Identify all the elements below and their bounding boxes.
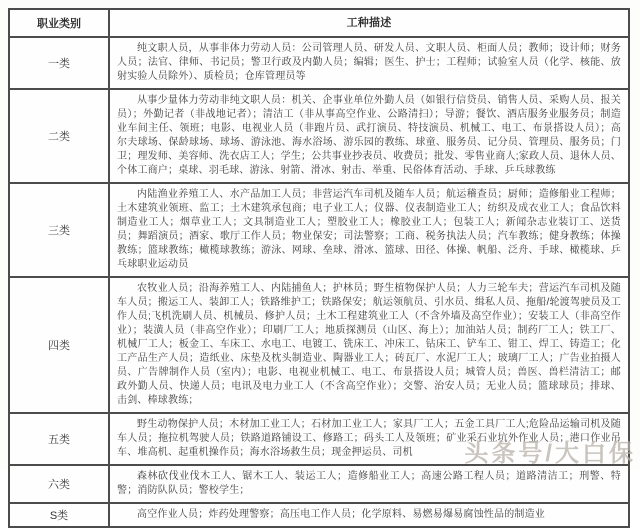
- category-label: 五类: [10, 414, 110, 464]
- header-category: 职业类别: [10, 10, 110, 36]
- description-text: 森林砍伐业伐木工人、锯木工人、装运工人；造修船业工人；高速公路工程人员；道路清洁工；刑警、特警；消防队队员；警校学生；: [117, 471, 621, 496]
- table-header-row: [10, 10, 628, 36]
- occupation-table: [8, 8, 630, 528]
- table-row-class4: [10, 276, 628, 412]
- description-text: 从事少量体力劳动非纯文职人员：机关、企事业单位外勤人员（如银行信贷员、销售人员、采购人员、报关员）；外勤记者（非战地记者）；清洁工（非从事高空作业、公路清扫）；导游；餐饮、酒店服务业服务员；制造业车间主任、领班；电影、电视业人员（非跑片员、武打演员、特技演员、机械工、电工、布景搭设人员）；高尔夫球场、保龄球场、球场、游泳池、海水浴场、游乐园的教练、球童、服务员、记分员、管理员、服务员；门卫；理发师、美容师、洗衣店工人；学生；公共事业抄表员、收费员；批发、零售业商人;家政人员、退休人员、个体工商户；桌球、羽毛球、游泳、射箭、滑冰、射击、举重、民俗体育活动、手球、乒乓球教练: [117, 95, 621, 176]
- description-text: 农牧业人员；沿海养殖工人、内陆捕鱼人；护林员；野生植物保护人员；人力三轮车夫；营运汽车司机及随车人员；搬运工人、装卸工人；铁路维护工；铁路保安；航运领航员、引水员、缉私人员、拖船/轮渡驾驶员及工作人员;飞机洗刷人员、机械员、修护人员；土木工程建筑业工人（不含外墙及高空作业）；安装工人（非高空作业）；装潢人员（非高空作业）；印刷厂工人；地质探测员（山区、海上）；加油站人员；制药厂工人；铁工厂、机械厂工人；板金工、车床工、水电工、电镀工、铣床工、冲床工、钻床工、铲车工、钳工、焊工、铸造工；化工产品生产人员；造纸业、床垫及枕头制造业、陶器业工人；砖瓦厂、水泥厂工人；玻璃厂工人；广告业拍摄人员、广告牌制作人员（室内）；电影、电视业机械工、电工、布景搭设人员；城管人员；兽医、兽栏清洁工；邮政外勤人员、快递人员；电讯及电力业工人（不含高空作业）；交警、治安人员；无业人员；篮球球员；排球、击剑、棒球教练；: [117, 283, 621, 406]
- category-label: 三类: [10, 184, 110, 276]
- table-row-class3: [10, 182, 628, 276]
- description-text: 纯文职人员，从事非体力劳动人员：公司管理人员、研发人员、文职人员、柜面人员；教师；设计师；财务人员；法官、律师、书记员；警卫行政及内勤人员；编辑；医生、护士；工程师；试验室人员（化学、核能、放射实验人员除外）、质检员；仓库管理员等: [117, 43, 621, 82]
- description-text: 高空作业人员；炸药处理警察；高压电工作人员；化学原料、易燃易爆易腐蚀性品的制造业: [137, 509, 545, 520]
- category-label: 六类: [10, 466, 110, 502]
- category-label: S类: [10, 504, 110, 526]
- category-label: 二类: [10, 90, 110, 182]
- description-text: 野生动物保护人员；木材加工业工人；石材加工业工人；家具厂工人；五金工具厂工人;危险品运输司机及随车人员；拖拉机驾驶人员；铁路道路铺设工、修路工；码头工人及领班；矿业采石业坑外作业人员；港口作业吊车、堆高机、起重机操作员；海水浴场救生员；现金押运员、司机: [117, 419, 621, 458]
- table-row-class2: [10, 88, 628, 182]
- category-label: 四类: [10, 278, 110, 412]
- category-label: 一类: [10, 38, 110, 88]
- table-row-class1: [10, 36, 628, 88]
- table-row-classS: [10, 502, 628, 526]
- header-description: 工种描述: [346, 17, 392, 29]
- watermark-text: 头条号/大白保: [464, 440, 636, 467]
- table-row-class5: [10, 412, 628, 464]
- table-row-class6: [10, 464, 628, 502]
- description-text: 内陆渔业养殖工人、水产品加工人员；非营运汽车司机及随车人员；航运稽查员；厨师；造修船业工程师；土木建筑业领班、监工；土木建筑承包商；电子业工人；仪器、仪表制造业工人；纺织及成衣业工人；食品饮料制造业工人；烟草业工人；文具制造业工人；塑胶业工人；橡胶业工人；包装工人；新闻杂志业装订工、送货员；舞蹈演员；酒家、歌厅工作人员；物业保安；司法警察；工商、税务执法人员；汽车教练；健身教练；体操教练；篮球教练；橄榄球教练；游泳、网球、垒球、滑冰、篮球、田径、体操、帆船、泛舟、手球、橄榄球、乒乓球职业运动员: [117, 189, 621, 270]
